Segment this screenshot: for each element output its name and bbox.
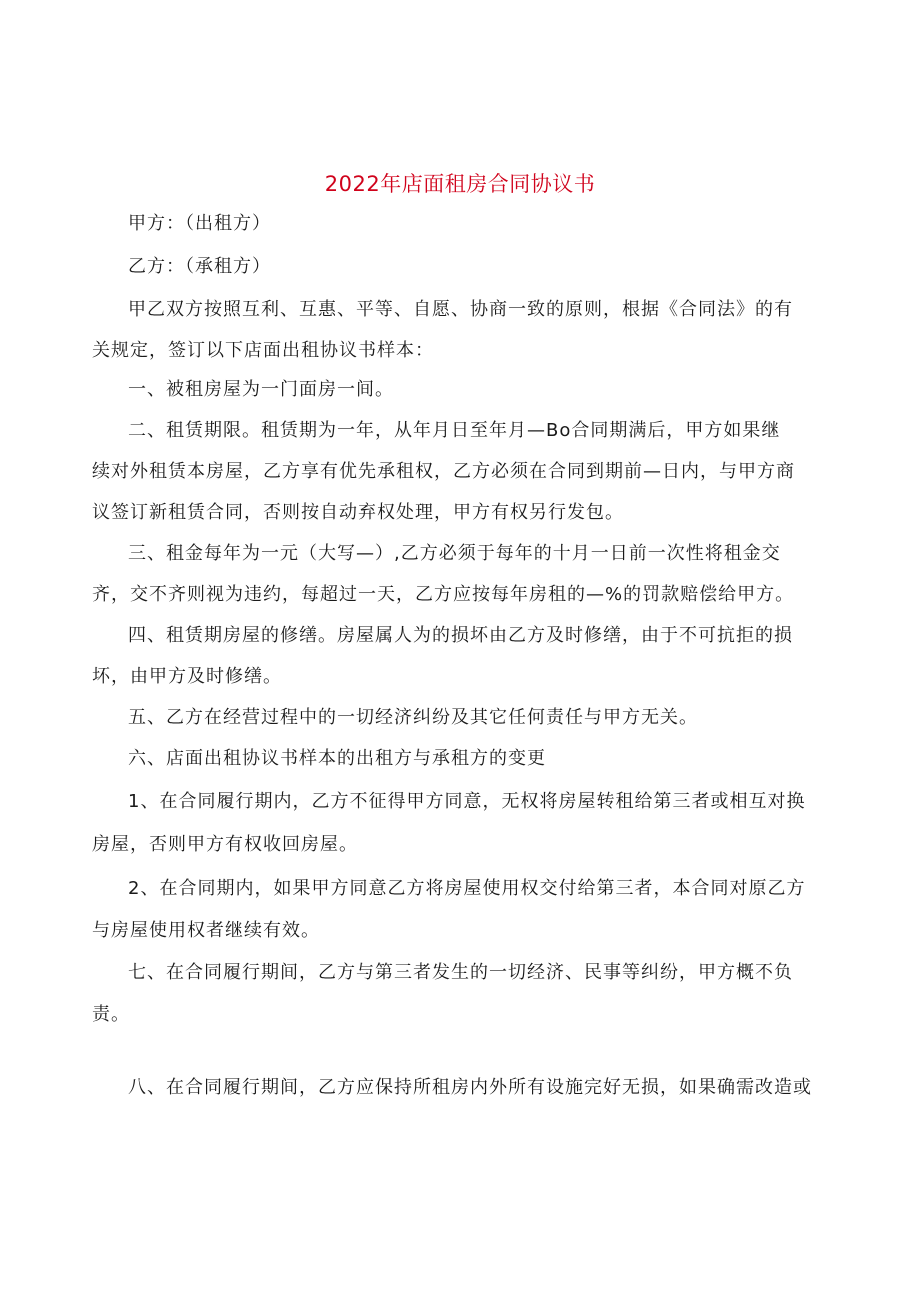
clause-6-item-2-line-2: 与房屋使用权者继续有效。 — [92, 920, 320, 941]
document-title: 2022年店面租房合同协议书 — [324, 172, 596, 196]
preamble-line-2: 关规定，签订以下店面出租协议书样本： — [92, 340, 434, 361]
clause-3-line-1: 三、租金每年为一元（大写—）,乙方必须于每年的十月一日前一次性将租金交 — [128, 543, 781, 564]
clause-6-item-1-line-2: 房屋，否则甲方有权收回房屋。 — [92, 834, 358, 855]
preamble-line-1: 甲乙双方按照互利、互惠、平等、自愿、协商一致的原则，根据《合同法》的有 — [128, 299, 793, 320]
clause-8-line-1: 八、在合同履行期间，乙方应保持所租房内外所有设施完好无损，如果确需改造或 — [128, 1077, 812, 1098]
party-b-line: 乙方：（承租方） — [128, 256, 271, 277]
clause-1-line: 一、被租房屋为一门面房一间。 — [128, 379, 394, 400]
party-a-line: 甲方：（出租方） — [128, 213, 271, 234]
clause-6-heading: 六、店面出租协议书样本的出租方与承租方的变更 — [128, 748, 546, 769]
clause-6-item-1-line-1: 1、在合同履行期内，乙方不征得甲方同意，无权将房屋转租给第三者或相互对换 — [128, 791, 806, 812]
clause-4-line-1: 四、租赁期房屋的修缮。房屋属人为的损坏由乙方及时修缮，由于不可抗拒的损 — [128, 625, 793, 646]
clause-7-line-2: 责。 — [92, 1004, 130, 1025]
clause-7-line-1: 七、在合同履行期间，乙方与第三者发生的一切经济、民事等纠纷，甲方概不负 — [128, 962, 793, 983]
clause-2-line-1: 二、租赁期限。租赁期为一年，从年月日至年月—Bo合同期满后，甲方如果继 — [128, 420, 781, 441]
clause-4-line-2: 坏，由甲方及时修缮。 — [92, 666, 282, 687]
clause-2-line-2: 续对外租赁本房屋，乙方享有优先承租权，乙方必须在合同到期前—日内，与甲方商 — [92, 461, 795, 482]
clause-5-line: 五、乙方在经营过程中的一切经济纠纷及其它任何责任与甲方无关。 — [128, 707, 698, 728]
clause-2-line-3: 议签订新租赁合同，否则按自动弃权处理，甲方有权另行发包。 — [92, 502, 624, 523]
clause-3-line-2: 齐，交不齐则视为违约，每超过一天，乙方应按每年房租的—%的罚款赔偿给甲方。 — [92, 584, 795, 605]
clause-6-item-2-line-1: 2、在合同期内，如果甲方同意乙方将房屋使用权交付给第三者，本合同对原乙方 — [128, 878, 806, 899]
